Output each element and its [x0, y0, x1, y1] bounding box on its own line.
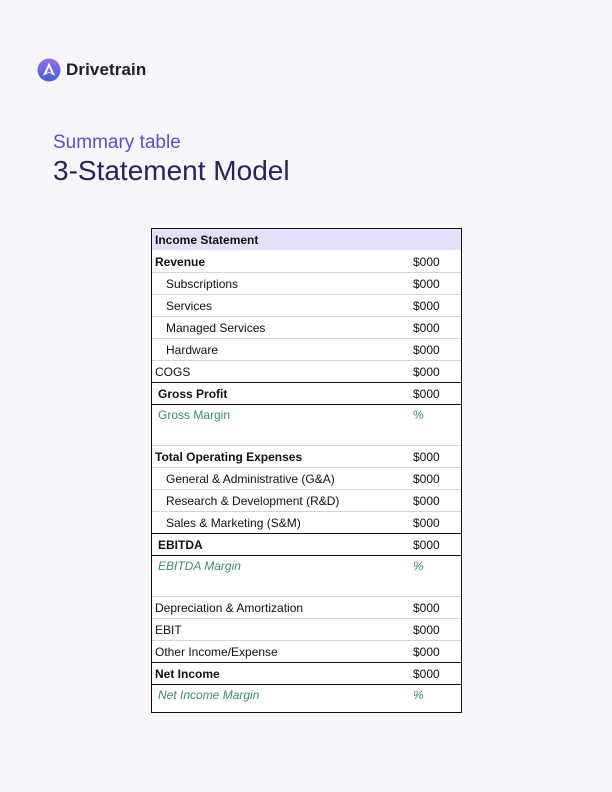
row-label: EBITDA [158, 537, 203, 552]
row-value: $000 [413, 298, 440, 313]
row-label: COGS [155, 364, 191, 379]
row-value: $000 [413, 537, 440, 552]
row-label: Gross Margin [158, 408, 231, 422]
row-value: $000 [413, 493, 440, 508]
row-label: Net Income [155, 666, 220, 681]
table-row [152, 317, 461, 339]
table-row-subtotal [152, 382, 461, 405]
table-row-margin [152, 556, 461, 597]
table-row-margin [152, 405, 461, 446]
row-value: $000 [413, 342, 440, 357]
row-value: $000 [413, 254, 440, 269]
row-label: Services [166, 298, 213, 313]
table-row [152, 468, 461, 490]
row-label: Subscriptions [166, 276, 239, 291]
row-label: EBITDA Margin [158, 559, 241, 573]
table-row [152, 619, 461, 641]
income-statement-table [151, 228, 462, 713]
row-value: $000 [413, 600, 440, 615]
table-row [152, 339, 461, 361]
row-label: Research & Development (R&D) [166, 493, 340, 508]
table-row [152, 251, 461, 273]
row-label: Total Operating Expenses [155, 449, 303, 464]
table-row [152, 273, 461, 295]
row-value: $000 [413, 644, 440, 659]
row-label: Depreciation & Amortization [155, 600, 304, 615]
row-label: Net Income Margin [158, 688, 260, 702]
row-value: $000 [413, 449, 440, 464]
row-value: $000 [413, 666, 440, 681]
table-row-total [152, 662, 461, 685]
row-label: EBIT [155, 622, 182, 637]
drivetrain-logo-icon [37, 58, 61, 82]
row-value: $000 [413, 320, 440, 335]
row-value: $000 [413, 622, 440, 637]
row-value: $000 [413, 471, 440, 486]
row-label: Other Income/Expense [155, 644, 278, 659]
table-row [152, 295, 461, 317]
row-value: $000 [413, 386, 440, 401]
row-value: $000 [413, 515, 440, 530]
table-row [152, 512, 461, 533]
row-label: Hardware [166, 342, 219, 357]
row-value: % [413, 559, 424, 573]
brand-logo [37, 58, 146, 82]
row-value: % [413, 688, 424, 702]
row-value: % [413, 408, 424, 422]
row-label: Managed Services [166, 320, 266, 335]
row-value: $000 [413, 276, 440, 291]
table-row [152, 641, 461, 662]
row-label: Sales & Marketing (S&M) [166, 515, 301, 530]
page-title: 3-Statement Model [53, 155, 290, 186]
brand-name: Drivetrain [66, 60, 147, 79]
table-row [152, 490, 461, 512]
table-row [152, 597, 461, 619]
table-row [152, 361, 461, 382]
table-row-margin [152, 685, 461, 712]
table-header-label: Income Statement [155, 232, 259, 247]
row-label: General & Administrative (G&A) [166, 471, 335, 486]
table-row-subtotal [152, 533, 461, 556]
page-subtitle: Summary table [53, 132, 181, 153]
table-row [152, 446, 461, 468]
table-header-row [152, 229, 461, 251]
row-label: Gross Profit [158, 386, 228, 401]
row-label: Revenue [155, 254, 206, 269]
row-value: $000 [413, 364, 440, 379]
